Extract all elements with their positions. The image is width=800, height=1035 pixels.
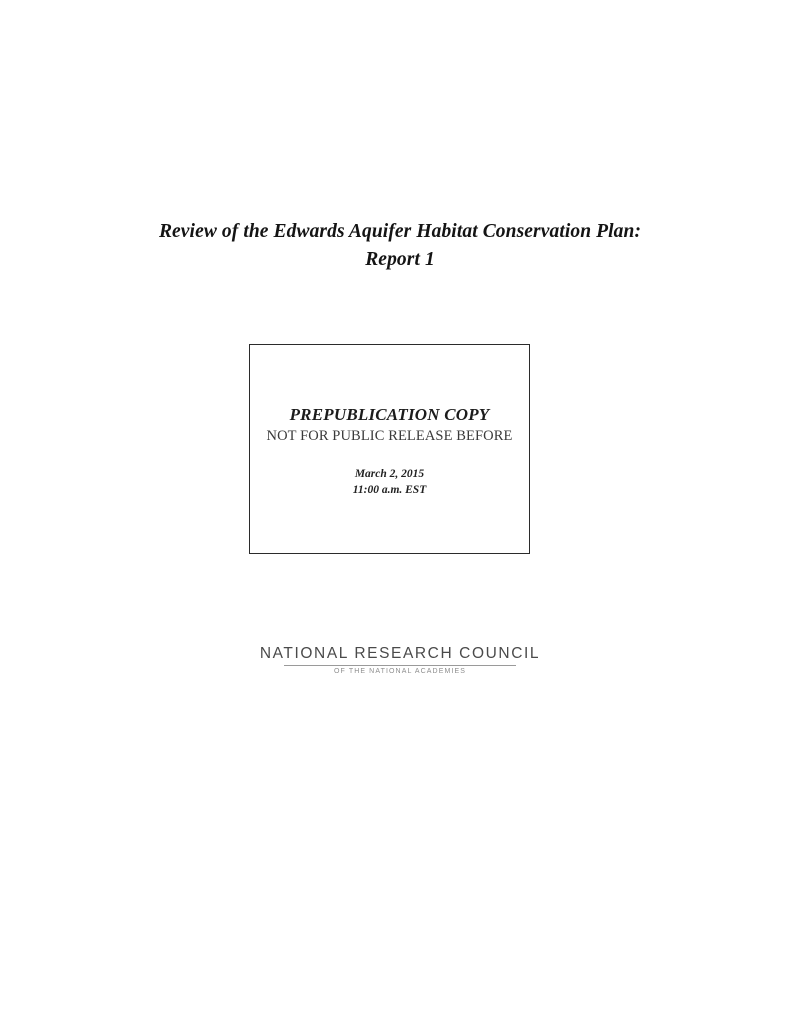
logo-divider	[284, 665, 516, 666]
prepublication-notice-box	[249, 344, 530, 554]
prepublication-heading: PREPUBLICATION COPY	[289, 405, 490, 424]
publisher-logo	[0, 645, 800, 675]
prepublication-subheading: NOT FOR PUBLIC RELEASE BEFORE	[266, 428, 513, 444]
title-line-primary: Review of the Edwards Aquifer Habitat Conservation Plan:	[158, 221, 642, 242]
publisher-name: NATIONAL RESEARCH COUNCIL	[259, 645, 541, 662]
page-title	[0, 218, 800, 275]
title-line-secondary: Report 1	[365, 249, 435, 271]
prepublication-notice-content	[250, 405, 529, 498]
release-date: March 2, 2015	[354, 468, 425, 480]
publisher-tagline: OF THE NATIONAL ACADEMIES	[333, 668, 466, 675]
release-time: 11:00 a.m. EST	[352, 483, 427, 496]
